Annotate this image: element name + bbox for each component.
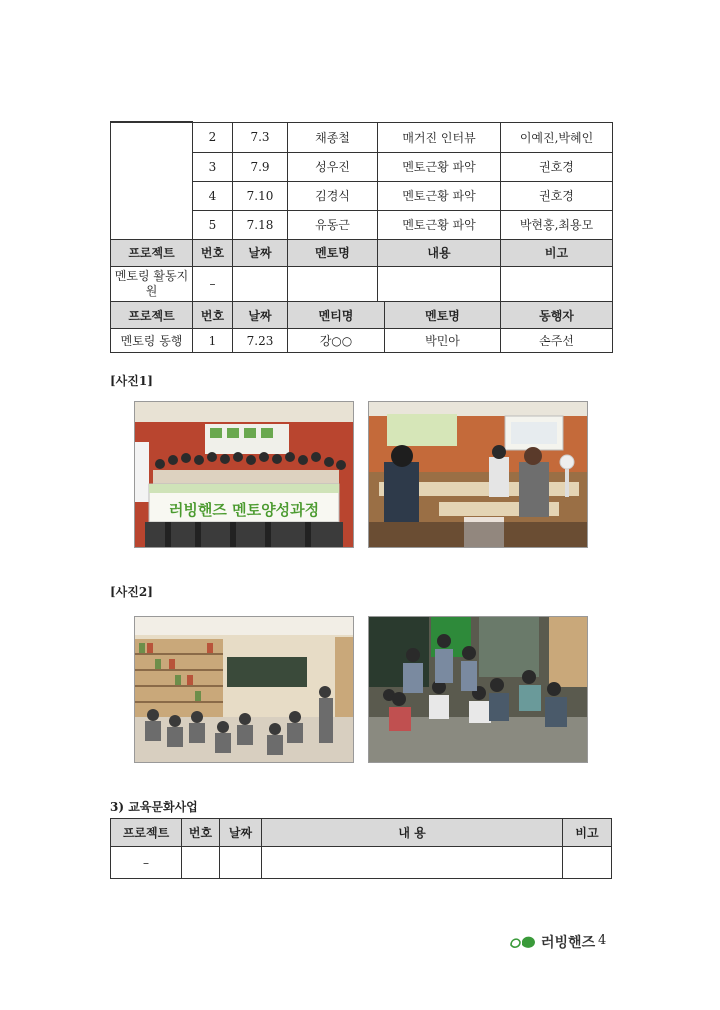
header-mentor: 멘토명 [385,302,501,329]
page-number: 4 [598,933,607,948]
cell-content [378,266,501,302]
cell-project: – [111,847,182,879]
photo1-label: [사진1] [110,374,153,388]
cell-num [182,847,220,879]
cell-content [262,847,563,879]
table-row [111,266,613,302]
mentoring-table [110,121,613,303]
cell-mentor: 성우진 [288,152,378,181]
cell-date [233,266,288,302]
cell-date: 7.3 [233,122,288,152]
cell-note [501,266,613,302]
header-note: 비고 [501,239,613,266]
cell-content: 매거진 인터뷰 [378,122,501,152]
header-mentor: 멘토명 [288,239,378,266]
header-project: 프로젝트 [111,239,193,266]
education-table [110,818,612,879]
table-row [111,847,612,879]
cell-num: 3 [193,152,233,181]
header-content: 내용 [378,239,501,266]
cell-content: 멘토근황 파악 [378,181,501,210]
cell-mentee: 강○○ [288,329,385,353]
cell-date: 7.23 [233,329,288,353]
header-date: 날짜 [233,239,288,266]
cell-date [220,847,262,879]
header-num: 번호 [182,819,220,847]
cell-note: 권호경 [501,181,613,210]
merged-project-cell [111,122,193,239]
cell-num: 5 [193,210,233,239]
table-header-row [111,819,612,847]
cell-date: 7.9 [233,152,288,181]
section3-title: 3) 교육문화사업 [110,800,198,814]
header-note: 비고 [563,819,612,847]
logo-text: 러빙핸즈 [541,935,596,951]
hands-logo-icon [508,933,538,951]
accompany-table [110,301,613,353]
cell-num: 4 [193,181,233,210]
cell-mentor: 김경식 [288,181,378,210]
header-date: 날짜 [233,302,288,329]
header-date: 날짜 [220,819,262,847]
cell-num: – [193,266,233,302]
cell-project: 멘토링 동행 [111,329,193,353]
cell-date: 7.18 [233,210,288,239]
cell-content: 멘토근황 파악 [378,152,501,181]
cell-note: 권호경 [501,152,613,181]
header-project: 프로젝트 [111,302,193,329]
header-content: 내 용 [262,819,563,847]
table-row [111,329,613,353]
table-row [111,122,613,152]
cell-companion: 손주선 [501,329,613,353]
cell-mentor: 채종철 [288,122,378,152]
header-num: 번호 [193,302,233,329]
table-header-row [111,239,613,266]
cell-note [563,847,612,879]
table-header-row [111,302,613,329]
banner-text: 러빙핸즈 멘토양성과정 [168,501,320,519]
cell-mentor: 유동근 [288,210,378,239]
header-mentee: 멘티명 [288,302,385,329]
header-project: 프로젝트 [111,819,182,847]
photo2-label: [사진2] [110,585,153,599]
cell-project: 멘토링 활동지원 [111,266,193,302]
cell-content: 멘토근황 파악 [378,210,501,239]
group-photo-banner [134,401,354,548]
cell-num: 2 [193,122,233,152]
header-num: 번호 [193,239,233,266]
circle-group-photo [368,616,588,763]
cell-note: 이예진,박혜인 [501,122,613,152]
footer-logo [508,932,595,952]
cell-mentor: 박민아 [385,329,501,353]
library-group-photo [134,616,354,763]
cell-note: 박현홍,최용모 [501,210,613,239]
cell-date: 7.10 [233,181,288,210]
cell-mentor [288,266,378,302]
header-companion: 동행자 [501,302,613,329]
classroom-photo [368,401,588,548]
cell-num: 1 [193,329,233,353]
